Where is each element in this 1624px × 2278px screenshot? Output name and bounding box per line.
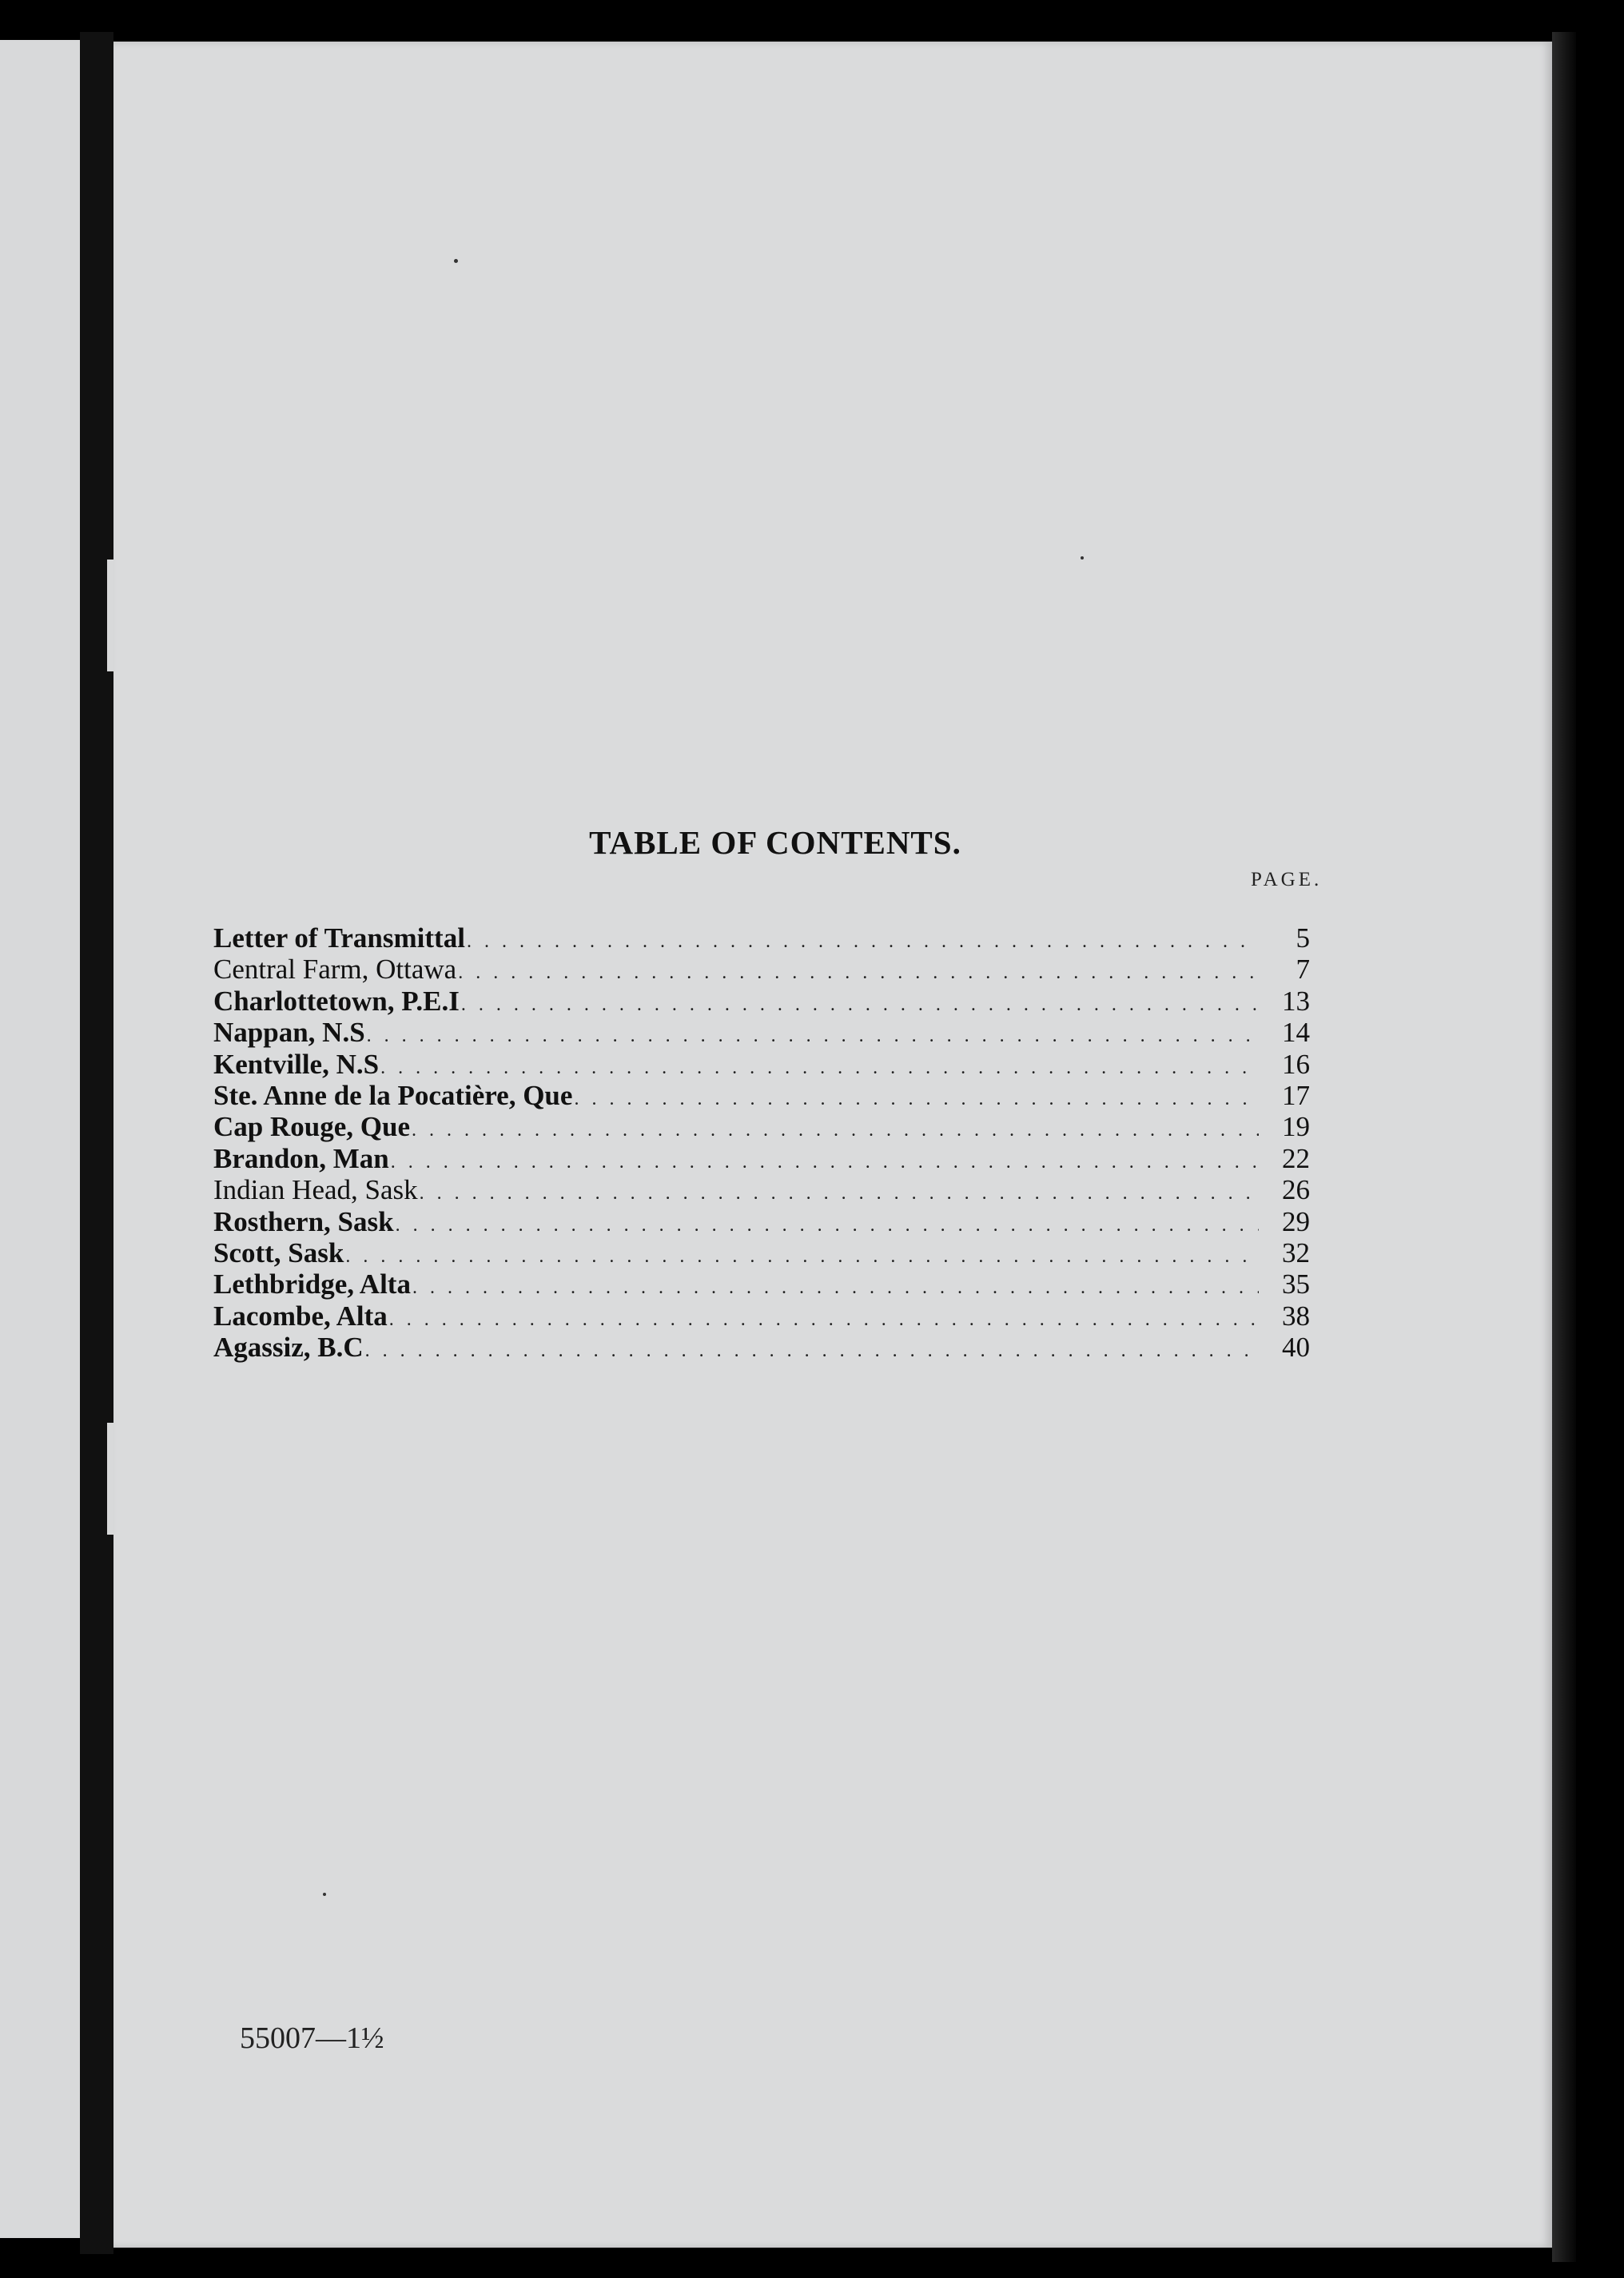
facing-page-edge — [0, 40, 80, 2238]
toc-entry-label: Brandon, Man — [213, 1142, 389, 1174]
toc-entry-label: Central Farm, Ottawa — [213, 954, 457, 986]
toc-entry-page-number: 29 — [1282, 1205, 1310, 1237]
printer-code: 55007—1½ — [240, 2021, 384, 2055]
paper-speck — [454, 259, 458, 263]
table-of-contents — [213, 922, 1310, 1363]
toc-entry — [213, 986, 1310, 1017]
toc-entry-label: Nappan, N.S — [213, 1017, 365, 1049]
toc-entry — [213, 922, 1310, 954]
toc-entry-label: Agassiz, B.C — [213, 1332, 364, 1364]
paper-speck — [323, 1893, 326, 1896]
dot-leader — [412, 1115, 1259, 1146]
toc-entry-page-number: 22 — [1282, 1142, 1310, 1174]
toc-entry-page-number: 32 — [1282, 1237, 1310, 1268]
dot-leader — [345, 1241, 1259, 1272]
paper-speck — [1081, 556, 1084, 560]
toc-entry-page-number: 16 — [1282, 1048, 1310, 1080]
page-edge-shadow — [1552, 32, 1576, 2262]
toc-entry-label: Kentville, N.S — [213, 1048, 380, 1080]
toc-entry-page-number: 40 — [1282, 1332, 1310, 1364]
toc-entry-label: Letter of Transmittal — [213, 922, 465, 954]
dot-leader — [467, 926, 1259, 958]
page-column-heading: PAGE. — [1251, 869, 1323, 890]
toc-entry-label: Ste. Anne de la Pocatière, Que — [213, 1079, 573, 1111]
dot-leader — [389, 1304, 1259, 1336]
dot-leader — [458, 958, 1259, 989]
toc-entry — [213, 1111, 1310, 1142]
toc-entry — [213, 1332, 1310, 1363]
toc-entry-page-number: 5 — [1296, 922, 1310, 954]
dot-leader — [365, 1336, 1259, 1367]
toc-entry-label: Indian Head, Sask — [213, 1174, 418, 1206]
dot-leader — [367, 1021, 1259, 1052]
toc-entry-page-number: 14 — [1282, 1017, 1310, 1049]
toc-entry — [213, 1017, 1310, 1048]
toc-entry-label: Lacombe, Alta — [213, 1300, 388, 1332]
dot-leader — [396, 1210, 1259, 1241]
dot-leader — [412, 1272, 1259, 1304]
toc-entry — [213, 1268, 1310, 1300]
toc-entry — [213, 954, 1310, 985]
toc-entry — [213, 1206, 1310, 1237]
toc-entry-label: Scott, Sask — [213, 1237, 344, 1268]
toc-entry-page-number: 38 — [1282, 1300, 1310, 1332]
dot-leader — [574, 1084, 1259, 1115]
toc-entry-label: Lethbridge, Alta — [213, 1268, 411, 1300]
toc-entry — [213, 1080, 1310, 1111]
page-title: TABLE OF CONTENTS. — [589, 824, 961, 861]
toc-entry — [213, 1237, 1310, 1268]
toc-entry-page-number: 26 — [1282, 1174, 1310, 1206]
toc-entry-page-number: 13 — [1282, 985, 1310, 1017]
toc-entry-label: Rosthern, Sask — [213, 1205, 394, 1237]
toc-entry-page-number: 35 — [1282, 1268, 1310, 1300]
toc-entry-label: Cap Rouge, Que — [213, 1111, 410, 1143]
dot-leader — [380, 1053, 1259, 1084]
toc-entry — [213, 1049, 1310, 1080]
dot-leader — [461, 990, 1259, 1021]
toc-entry-page-number: 7 — [1296, 954, 1310, 986]
dot-leader — [420, 1178, 1259, 1209]
toc-entry — [213, 1174, 1310, 1205]
toc-entry — [213, 1143, 1310, 1174]
book-gutter — [80, 32, 113, 2254]
toc-entry-page-number: 17 — [1282, 1079, 1310, 1111]
toc-entry — [213, 1300, 1310, 1332]
toc-entry-label: Charlottetown, P.E.I — [213, 985, 460, 1017]
dot-leader — [391, 1147, 1259, 1178]
toc-entry-page-number: 19 — [1282, 1111, 1310, 1143]
